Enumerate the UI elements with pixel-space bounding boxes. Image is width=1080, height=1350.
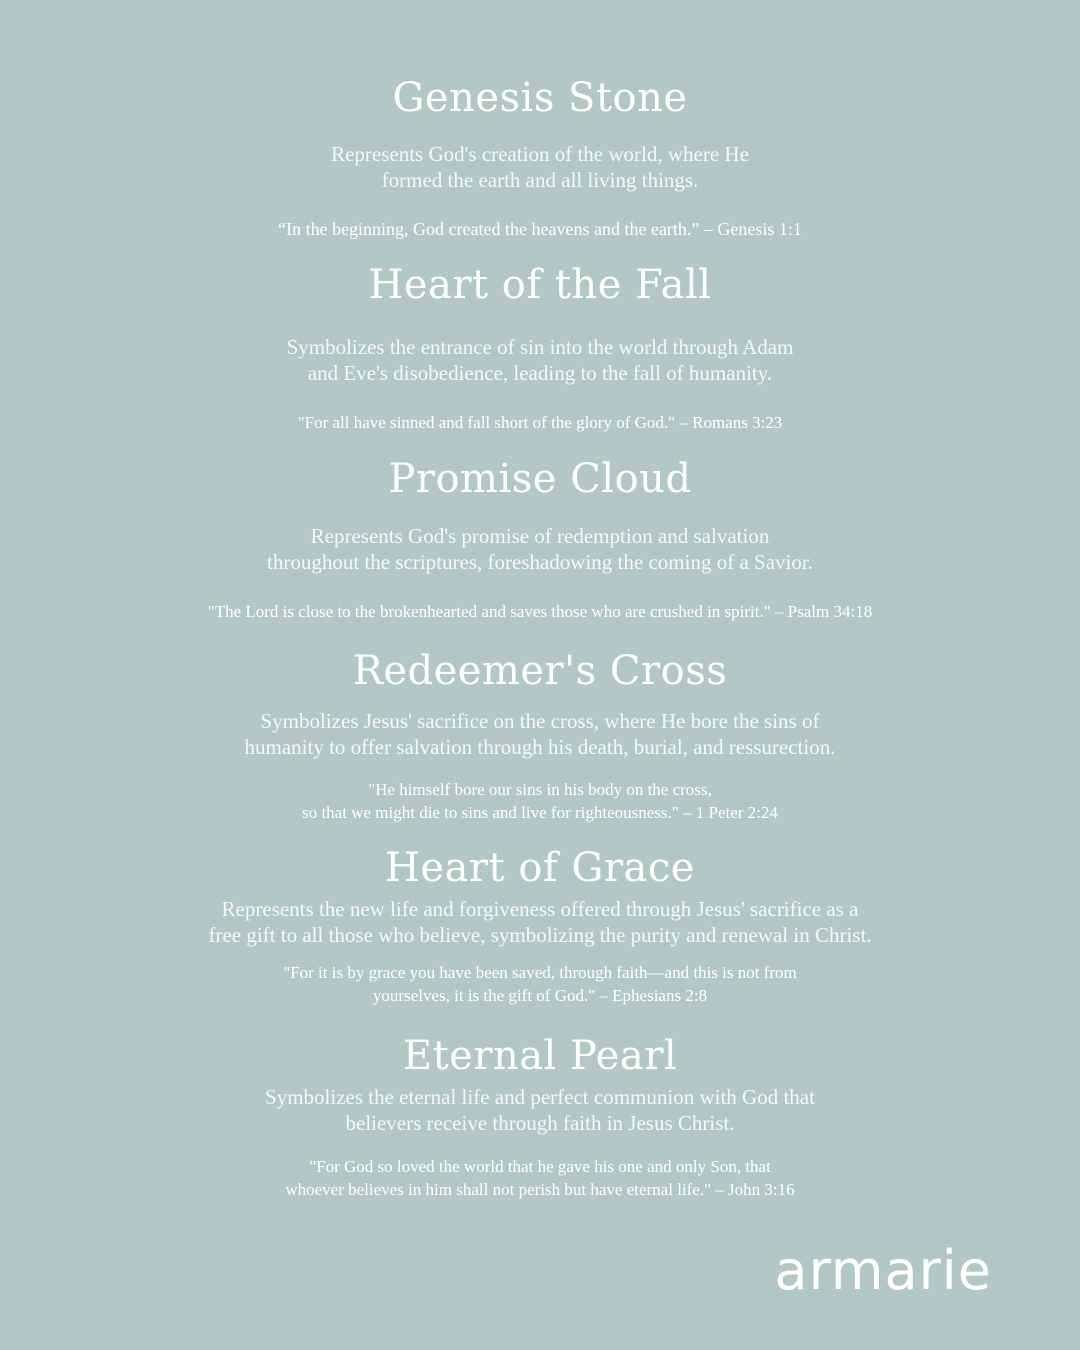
verse-line: "For it is by grace you have been saved, through faith—and this is not from [283,963,797,982]
section-title-eternal-pearl: Eternal Pearl [402,1033,678,1079]
section-verse-redeemers-cross [0,778,1080,824]
section-description-heart-of-grace [0,896,1080,948]
verse-line: whoever believes in him shall not perish but have eternal life." – John 3:16 [285,1180,795,1199]
verse-line: "He himself bore our sins in his body on the cross, [368,780,712,799]
section-verse-eternal-pearl [0,1155,1080,1201]
section-description-heart-of-the-fall [0,334,1080,386]
description-line: humanity to offer salvation through his death, burial, and ressurection. [244,735,836,759]
description-line: Symbolizes the entrance of sin into the world through Adam [286,335,794,359]
section-verse-heart-of-grace [0,961,1080,1007]
brand-logo: armarie [774,1239,992,1302]
section-verse-genesis-stone [0,218,1080,241]
description-line: free gift to all those who believe, symbolizing the purity and renewal in Christ. [208,923,872,947]
section-title-promise-cloud: Promise Cloud [388,456,692,502]
verse-line: "For God so loved the world that he gave his one and only Son, that [309,1157,771,1176]
description-line: Represents God's promise of redemption and salvation [310,524,770,548]
section-title-redeemers-cross: Redeemer's Cross [352,648,728,694]
description-line: Symbolizes the eternal life and perfect communion with God that [265,1085,815,1109]
verse-line: yourselves, it is the gift of God." – Ephesians 2:8 [372,986,708,1005]
section-description-redeemers-cross [0,708,1080,760]
description-line: Represents the new life and forgiveness offered through Jesus' sacrifice as a [221,897,859,921]
section-verse-heart-of-the-fall [0,411,1080,434]
description-line: Represents God's creation of the world, where He [331,142,749,166]
section-title-heart-of-grace: Heart of Grace [385,845,695,891]
description-line: Symbolizes Jesus' sacrifice on the cross, where He bore the sins of [260,709,820,733]
section-verse-promise-cloud [0,600,1080,623]
description-line: formed the earth and all living things. [381,168,699,192]
description-line: throughout the scriptures, foreshadowing the coming of a Savior. [267,550,813,574]
section-title-heart-of-the-fall: Heart of the Fall [368,262,712,308]
verse-line: “In the beginning, God created the heavens and the earth.” – Genesis 1:1 [278,219,802,239]
section-description-eternal-pearl [0,1084,1080,1136]
section-description-genesis-stone [0,141,1080,193]
description-line: believers receive through faith in Jesus Christ. [345,1111,735,1135]
verse-line: "For all have sinned and fall short of the glory of God." – Romans 3:23 [297,413,783,432]
section-description-promise-cloud [0,523,1080,575]
section-title-genesis-stone: Genesis Stone [392,75,688,121]
description-line: and Eve's disobedience, leading to the fall of humanity. [307,361,773,385]
verse-line: "The Lord is close to the brokenhearted and saves those who are crushed in spirit." – Psalm 34:18 [207,602,873,621]
verse-line: so that we might die to sins and live for righteousness." – 1 Peter 2:24 [302,803,778,822]
